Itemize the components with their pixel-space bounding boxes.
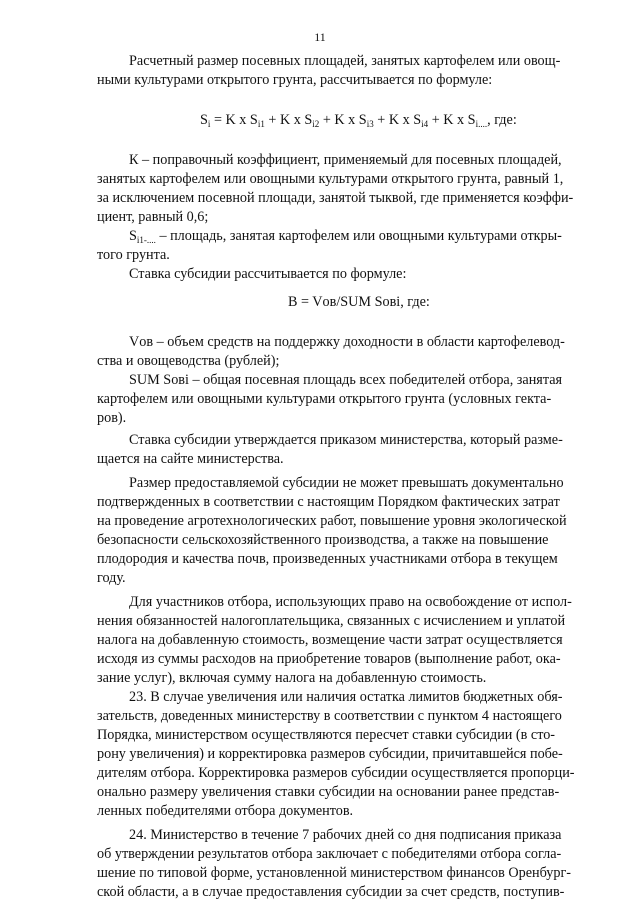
text-line: щается на сайте министерства. xyxy=(97,451,284,467)
text-line: ства и овощеводства (рублей); xyxy=(97,353,280,369)
text-line: исходя из суммы расходов на приобретение товаров (выполнение работ, ока- xyxy=(97,651,561,667)
formula-b: B = Vов/SUM Sовi, где: xyxy=(288,294,430,310)
text-line: К – поправочный коэффициент, применяемый для посевных площадей, xyxy=(129,152,562,168)
text-line: подтвержденных в соответствии с настоящим Порядком фактических затрат xyxy=(97,494,560,510)
text-line: на проведение агротехнологических работ, повышение уровня экологической xyxy=(97,513,567,529)
formula-term: S xyxy=(200,112,208,128)
formula-subscript: i4 xyxy=(421,119,429,129)
formula-subscript: i1 xyxy=(257,119,265,129)
text-line: SUM Sовi – общая посевная площадь всех победителей отбора, занятая xyxy=(129,372,563,388)
text-line: 23. В случае увеличения или наличия остатка лимитов бюджетных обя- xyxy=(129,689,563,705)
formula-subscript: i.... xyxy=(475,119,488,129)
text-line: Vов – объем средств на поддержку доходности в области картофелевод- xyxy=(129,334,565,350)
text-line: – площадь, занятая картофелем или овощными культурами откры- xyxy=(159,228,562,244)
formula-term: = K x S xyxy=(210,112,258,128)
formula-term: + K x S xyxy=(428,112,476,128)
formula-subscript: i xyxy=(207,119,211,129)
text-line: картофелем или овощными культурами открытого грунта (условных гекта- xyxy=(97,391,552,407)
text-line: Размер предоставляемой субсидии не может превышать документально xyxy=(129,475,564,491)
text-line: того грунта. xyxy=(97,247,170,263)
formula-subscript: i2 xyxy=(312,119,320,129)
page-number: 11 xyxy=(314,30,326,44)
formula-s xyxy=(200,111,517,130)
text-line: зательств, доведенных министерству в соответствии с пунктом 4 настоящего xyxy=(97,708,562,724)
text-line: Для участников отбора, использующих право на освобождение от испол- xyxy=(129,594,572,610)
text-line: шение по типовой форме, установленной министерством финансов Оренбург- xyxy=(97,865,572,881)
formula-term: + K x S xyxy=(373,112,422,128)
text-line: онально размеру увеличения ставки субсидии на основании ранее представ- xyxy=(97,784,560,800)
formula-term: + K x S xyxy=(264,112,313,128)
text-line: безопасности сельскохозяйственного производства, а также на повышение xyxy=(97,532,549,548)
text-line: году. xyxy=(97,570,126,586)
text-line: Ставка субсидии рассчитывается по формуле: xyxy=(129,266,407,282)
text-line: ров). xyxy=(97,410,127,426)
s-term-subscript: i1-.... xyxy=(136,235,156,245)
text-line: зание услуг), включая сумму налога на добавленную стоимость. xyxy=(97,670,487,686)
text-line: 24. Министерство в течение 7 рабочих дней со дня подписания приказа xyxy=(129,827,562,843)
text-line: Ставка субсидии утверждается приказом министерства, который разме- xyxy=(129,432,563,448)
text-line: рону увеличения) и корректировка размеров субсидии, причитавшейся побе- xyxy=(97,746,563,762)
text-line: плодородия и качества почв, произведенных участниками отбора в текущем xyxy=(97,551,558,567)
s-term: S xyxy=(129,228,137,244)
text-line: Расчетный размер посевных площадей, занятых картофелем или овощ- xyxy=(129,53,561,69)
text-line: Порядка, министерством осуществляются пересчет ставки субсидии (в сто- xyxy=(97,727,556,743)
text-line: ленных победителями отбора документов. xyxy=(97,803,354,819)
text-line: за исключением посевной площади, занятой тыквой, где применяется коэффи- xyxy=(97,190,574,206)
text-line: ской области, а в случае предоставления субсидии за счет средств, поступив- xyxy=(97,884,565,900)
text-line: нения обязанностей налогоплательщика, связанных с исчислением и уплатой xyxy=(97,613,566,629)
text-line: об утверждении результатов отбора заключает с победителями отбора согла- xyxy=(97,846,562,862)
text-line: занятых картофелем или овощными культурами открытого грунта, равный 1, xyxy=(97,171,564,187)
formula-term: + K x S xyxy=(319,112,367,128)
formula-subscript: i3 xyxy=(366,119,374,129)
text-line: дителям отбора. Корректировка размеров субсидии осуществляется пропорци- xyxy=(97,765,575,781)
text-line: налога на добавленную стоимость, возмещение части затрат осуществляется xyxy=(97,632,563,648)
text-line: ными культурами открытого грунта, рассчитывается по формуле: xyxy=(97,72,493,88)
text-line: циент, равный 0,6; xyxy=(97,209,209,225)
formula-term: , где: xyxy=(487,112,517,128)
s-term-definition xyxy=(129,227,562,246)
